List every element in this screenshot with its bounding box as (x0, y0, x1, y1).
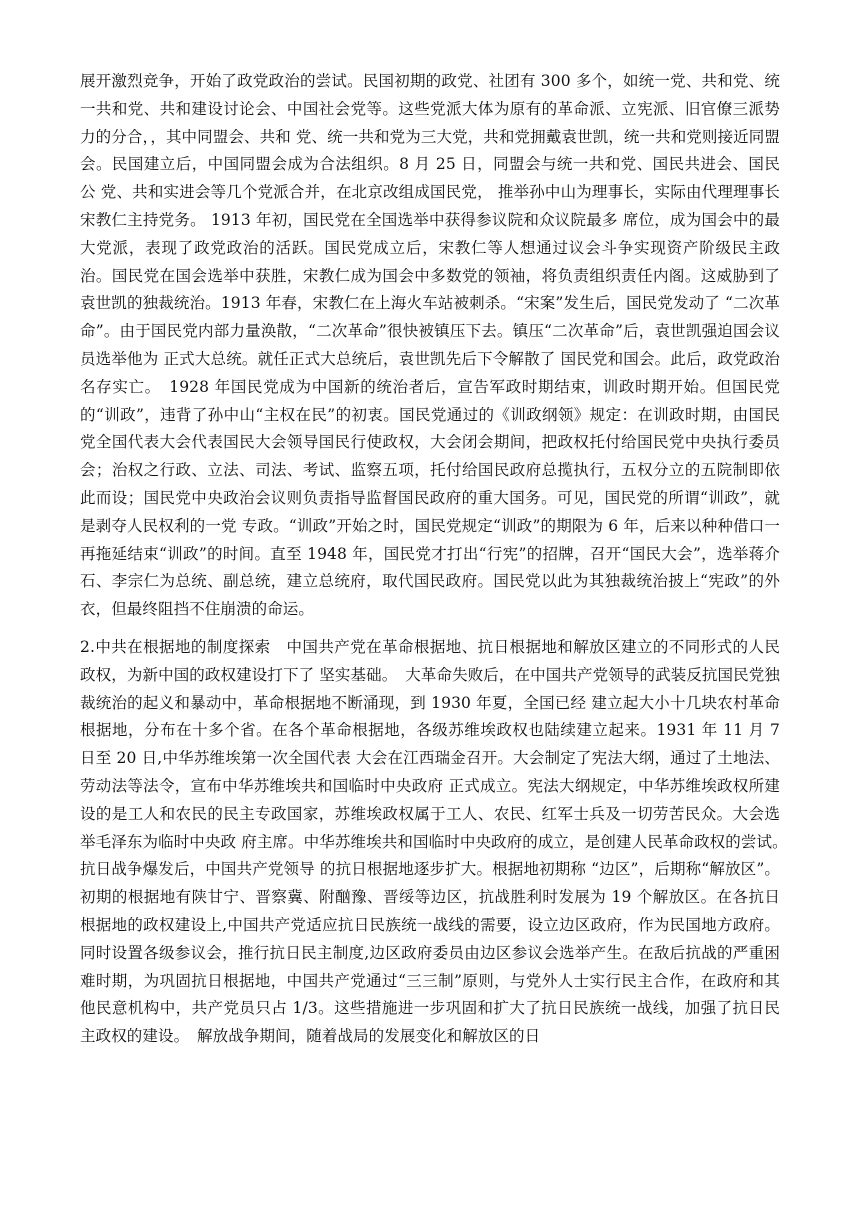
document-page (80, 68, 796, 1051)
paragraph-ccp-base-areas: 2.中共在根据地的制度探索 中国共产党在革命根据地、抗日根据地和解放区建立的不同形式的人民政权，为新中国的政权建设打下了 坚实基础。 大革命失败后，在中国共产党领导的武装反抗国民党独裁统治的起义和暴动中，革命根据地不断涌现，到 1930 年夏，全国已经 建立起大小十几块农村革命根据地，分布在十多个省。在各个革命根据地，各级苏维埃政权也陆续建立起来。1931 年 11 月 7 日至 20 日,中华苏维埃第一次全国代表 大会在江西瑞金召开。大会制定了宪法大纲，通过了土地法、劳动法等法令，宣布中华苏维埃共和国临时中央政府 正式成立。宪法大纲规定，中华苏维埃政权所建设的是工人和农民的民主专政国家，苏维埃政权属于工人、农民、红军士兵及一切劳苦民众。大会选举毛泽东为临时中央政 府主席。中华苏维埃共和国临时中央政府的成立，是创建人民革命政权的尝试。 抗日战争爆发后，中国共产党领导 的抗日根据地逐步扩大。根据地初期称 “边区”，后期称“解放区”。初期的根据地有陕甘宁、晋察冀、附酗豫、晋绥等边区，抗战胜利时发展为 19 个解放区。在各抗日根据地的政权建设上,中国共产党适应抗日民族统一战线的需要，设立边区政府，作为民国地方政府。同时设置各级参议会，推行抗日民主制度,边区政府委员由边区参议会选举产生。在敌后抗战的严重困难时期，为巩固抗日根据地，中国共产党通过“三三制”原则，与党外人士实行民主合作，在政府和其他民意机构中，共产党员只占 1/3。这些措施进一步巩固和扩大了抗日民族统一战线，加强了抗日民主政权的建设。 解放战争期间，随着战局的发展变化和解放区的日 (80, 637, 796, 1046)
paragraph-kmt-party-politics: 展开激烈竞争，开始了政党政治的尝试。民国初期的政党、社团有 300 多个，如统一党、共和党、统一共和党、共和建设讨论会、中国社会党等。这些党派大体为原有的革命派、立宪派、旧官僚三派势力的分合，，其中同盟会、共和 党、统一共和党为三大党，共和党拥戴袁世凯，统一共和党则接近同盟会。民国建立后，中国同盟会成为合法组织。8 月 25 日，同盟会与统一共和党、国民共进会、国民公 党、共和实进会等几个党派合并，在北京改组成国民党， 推举孙中山为理事长，实际由代理理事长宋教仁主持党务。 1913 年初，国民党在全国选举中获得参议院和众议院最多 席位，成为国会中的最大党派，表现了政党政治的活跃。国民党成立后，宋教仁等人想通过议会斗争实现资产阶级民主政治。国民党在国会选举中获胜，宋教仁成为国会中多数党的领袖，将负责组织责任内阁。这威胁到了袁世凯的独裁统治。1913 年春，宋教仁在上海火车站被刺杀。“宋案”发生后，国民党发动了 “二次革 命”。由于国民党内部力量涣散，“二次革命”很快被镇压下去。镇压“二次革命”后，袁世凯强迫国会议员选举他为 正式大总统。就任正式大总统后，袁世凯先后下令解散了 国民党和国会。此后，政党政治名存实亡。 1928 年国民党成为中国新的统治者后，宣告军政时期结束，训政时期开始。但国民党的“训政”，违背了孙中山“主权在民”的初衷。国民党通过的《训政纲领》规定：在训政时期，由国民党全国代表大会代表国民大会领导国民行使政权，大会闭会期间，把政权托付给国民党中央执行委员会；治权之行政、立法、司法、考试、监察五项，托付给国民政府总揽执行，五权分立的五院制即依此而设；国民党中央政治会议则负责指导监督国民政府的重大国务。可见，国民党的所谓“训政”，就是剥夺人民权利的一党 专政。“训政”开始之时，国民党规定“训政”的期限为 6 年，后来以种种借口一再拖延结束“训政”的时间。直至 1948 年，国民党才打出“行宪”的招牌，召开“国民大会”，选举蒋介石、李宗仁为总统、副总统，建立总统府，取代国民政府。国民党以此为其独裁统治披上“宪政”的外衣，但最终阻挡不住崩溃的命运。 (80, 72, 780, 619)
